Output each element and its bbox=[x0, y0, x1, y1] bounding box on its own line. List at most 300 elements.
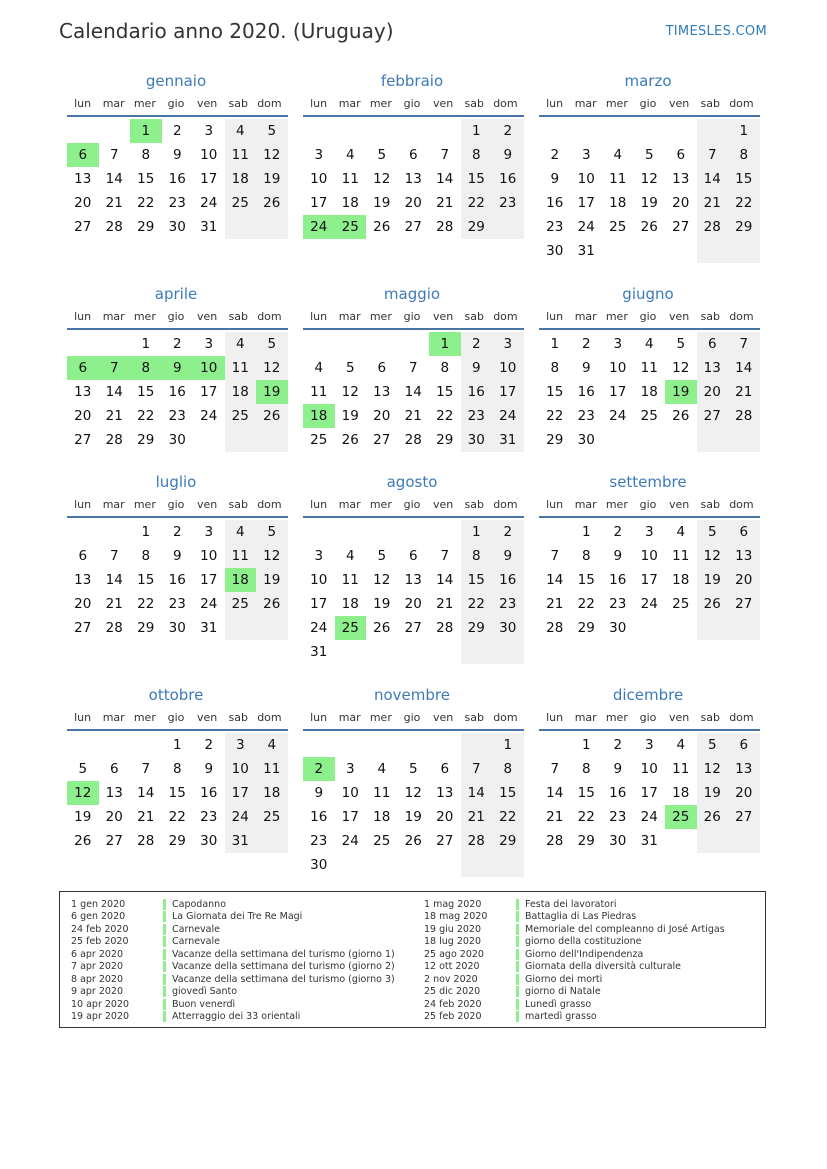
day-cell: 16 bbox=[492, 167, 524, 191]
day-cell: 23 bbox=[310, 833, 328, 849]
day-cell: 16 bbox=[168, 171, 186, 187]
day-cell: 3 bbox=[613, 336, 623, 352]
holiday-marker bbox=[516, 1011, 519, 1022]
day-cell: 10 bbox=[200, 548, 218, 564]
empty-cell bbox=[303, 119, 335, 143]
empty-cell bbox=[665, 239, 697, 263]
day-cell: 31 bbox=[225, 829, 257, 853]
legend-holiday-name: Giorno dell'Indipendenza bbox=[525, 948, 644, 960]
weekday-label: sab bbox=[228, 710, 248, 724]
day-cell: 8 bbox=[492, 757, 524, 781]
day-cell: 12 bbox=[672, 360, 690, 376]
day-cell: 10 bbox=[640, 761, 658, 777]
header-divider bbox=[67, 115, 288, 117]
day-cell: 5 bbox=[408, 761, 418, 777]
weekday-label: lun bbox=[546, 309, 564, 323]
day-cell: 4 bbox=[345, 147, 355, 163]
holiday-day-cell: 18 bbox=[303, 404, 335, 428]
header-divider bbox=[303, 729, 524, 731]
day-cell: 11 bbox=[225, 544, 257, 568]
weekday-label: gio bbox=[167, 96, 185, 110]
empty-cell bbox=[366, 332, 398, 356]
legend-holiday-name: Giorno dei morti bbox=[525, 973, 603, 985]
day-cell: 13 bbox=[404, 572, 422, 588]
legend-row bbox=[71, 986, 395, 999]
weekday-label: mer bbox=[605, 309, 628, 323]
day-cell: 6 bbox=[728, 520, 760, 544]
month-ottobre bbox=[61, 684, 285, 853]
brand-link[interactable]: TIMESLES.COM bbox=[665, 24, 767, 39]
empty-cell bbox=[335, 119, 367, 143]
day-cell: 3 bbox=[204, 336, 214, 352]
legend-column-left bbox=[71, 898, 395, 1023]
day-cell: 2 bbox=[204, 737, 214, 753]
empty-cell bbox=[130, 733, 162, 757]
day-cell: 4 bbox=[256, 733, 288, 757]
legend-column-right bbox=[424, 898, 725, 1023]
weekday-label: gio bbox=[167, 710, 185, 724]
weekday-header bbox=[303, 305, 521, 327]
day-cell: 7 bbox=[141, 761, 151, 777]
legend-date: 18 lug 2020 bbox=[424, 936, 481, 948]
empty-cell bbox=[335, 332, 367, 356]
empty-cell bbox=[461, 853, 493, 877]
day-cell: 12 bbox=[373, 572, 391, 588]
day-cell: 4 bbox=[613, 147, 623, 163]
empty-cell bbox=[398, 119, 430, 143]
month-gennaio bbox=[61, 70, 285, 239]
day-cell: 5 bbox=[697, 733, 729, 757]
month-maggio bbox=[297, 283, 521, 452]
day-cell: 7 bbox=[550, 761, 560, 777]
weekday-label: sab bbox=[464, 710, 484, 724]
day-cell: 13 bbox=[728, 544, 760, 568]
weekday-label: ven bbox=[197, 710, 218, 724]
day-cell: 6 bbox=[109, 761, 119, 777]
weekday-label: sab bbox=[464, 497, 484, 511]
empty-cell bbox=[728, 616, 760, 640]
weekday-label: mer bbox=[133, 497, 156, 511]
day-cell: 14 bbox=[105, 384, 123, 400]
legend-holiday-name: Vacanze della settimana del turismo (giorno 2) bbox=[172, 961, 395, 973]
day-cell: 14 bbox=[105, 572, 123, 588]
day-cell: 5 bbox=[256, 119, 288, 143]
day-cell: 23 bbox=[546, 219, 564, 235]
day-grid bbox=[539, 733, 757, 853]
month-marzo bbox=[533, 70, 757, 263]
empty-cell bbox=[303, 332, 335, 356]
weekday-label: sab bbox=[700, 309, 720, 323]
day-cell: 15 bbox=[137, 572, 155, 588]
day-cell: 5 bbox=[345, 360, 355, 376]
day-cell: 23 bbox=[577, 408, 595, 424]
empty-cell bbox=[398, 332, 430, 356]
weekday-label: gio bbox=[403, 96, 421, 110]
day-cell: 19 bbox=[256, 568, 288, 592]
weekday-label: mer bbox=[369, 497, 392, 511]
day-cell: 15 bbox=[137, 384, 155, 400]
weekday-label: gio bbox=[167, 309, 185, 323]
day-cell: 24 bbox=[577, 219, 595, 235]
weekday-header bbox=[539, 92, 757, 114]
day-cell: 9 bbox=[172, 548, 182, 564]
day-cell: 24 bbox=[640, 596, 658, 612]
empty-cell bbox=[256, 616, 288, 640]
legend-date: 8 apr 2020 bbox=[71, 973, 124, 985]
day-cell: 11 bbox=[640, 360, 658, 376]
weekday-label: sab bbox=[228, 497, 248, 511]
weekday-label: gio bbox=[639, 710, 657, 724]
day-cell: 28 bbox=[436, 219, 454, 235]
weekday-label: mar bbox=[338, 96, 361, 110]
legend-holiday-name: Vacanze della settimana del turismo (giorno 3) bbox=[172, 973, 395, 985]
day-cell: 28 bbox=[105, 620, 123, 636]
day-cell: 16 bbox=[461, 380, 493, 404]
day-cell: 27 bbox=[105, 833, 123, 849]
day-cell: 10 bbox=[640, 548, 658, 564]
weekday-header bbox=[67, 706, 285, 728]
day-cell: 18 bbox=[341, 596, 359, 612]
holiday-day-cell: 9 bbox=[162, 356, 194, 380]
day-cell: 22 bbox=[168, 809, 186, 825]
weekday-label: ven bbox=[197, 309, 218, 323]
day-cell: 19 bbox=[697, 568, 729, 592]
day-cell: 3 bbox=[314, 548, 324, 564]
weekday-label: mer bbox=[605, 497, 628, 511]
month-name: marzo bbox=[624, 72, 672, 90]
weekday-label: dom bbox=[729, 710, 754, 724]
day-cell: 11 bbox=[373, 785, 391, 801]
day-cell: 20 bbox=[728, 781, 760, 805]
day-cell: 18 bbox=[640, 384, 658, 400]
empty-cell bbox=[335, 733, 367, 757]
weekday-label: mar bbox=[574, 309, 597, 323]
holiday-day-cell: 19 bbox=[256, 380, 288, 404]
day-cell: 1 bbox=[172, 737, 182, 753]
holiday-day-cell: 6 bbox=[67, 356, 99, 380]
empty-cell bbox=[429, 520, 461, 544]
day-cell: 8 bbox=[461, 544, 493, 568]
weekday-header bbox=[303, 493, 521, 515]
weekday-label: mar bbox=[102, 309, 125, 323]
day-cell: 30 bbox=[609, 833, 627, 849]
legend-date: 9 apr 2020 bbox=[71, 986, 124, 998]
day-cell: 26 bbox=[256, 191, 288, 215]
day-cell: 20 bbox=[105, 809, 123, 825]
day-cell: 14 bbox=[546, 785, 564, 801]
empty-cell bbox=[539, 119, 571, 143]
day-cell: 9 bbox=[613, 548, 623, 564]
day-cell: 25 bbox=[225, 592, 257, 616]
day-cell: 6 bbox=[408, 548, 418, 564]
header-divider bbox=[303, 115, 524, 117]
day-cell: 24 bbox=[341, 833, 359, 849]
day-cell: 29 bbox=[137, 620, 155, 636]
empty-cell bbox=[429, 853, 461, 877]
day-cell: 11 bbox=[225, 143, 257, 167]
holiday-marker bbox=[516, 999, 519, 1010]
day-cell: 17 bbox=[200, 171, 218, 187]
month-aprile bbox=[61, 283, 285, 452]
day-cell: 28 bbox=[404, 432, 422, 448]
day-cell: 26 bbox=[373, 620, 391, 636]
holiday-legend bbox=[59, 891, 766, 1028]
weekday-label: dom bbox=[729, 309, 754, 323]
holiday-marker bbox=[516, 911, 519, 922]
holiday-day-cell: 1 bbox=[429, 332, 461, 356]
day-cell: 23 bbox=[492, 592, 524, 616]
weekday-label: ven bbox=[669, 96, 690, 110]
weekday-label: lun bbox=[546, 96, 564, 110]
weekday-label: dom bbox=[493, 309, 518, 323]
month-febbraio bbox=[297, 70, 521, 239]
empty-cell bbox=[539, 733, 571, 757]
empty-cell bbox=[99, 119, 131, 143]
month-dicembre bbox=[533, 684, 757, 853]
holiday-marker bbox=[163, 949, 166, 960]
holiday-marker bbox=[163, 936, 166, 947]
day-cell: 1 bbox=[550, 336, 560, 352]
legend-holiday-name: Battaglia di Las Piedras bbox=[525, 911, 637, 923]
legend-date: 1 mag 2020 bbox=[424, 898, 482, 910]
day-cell: 17 bbox=[310, 596, 328, 612]
day-cell: 21 bbox=[404, 408, 422, 424]
month-giugno bbox=[533, 283, 757, 452]
day-cell: 7 bbox=[408, 360, 418, 376]
empty-cell bbox=[665, 119, 697, 143]
empty-cell bbox=[634, 239, 666, 263]
empty-cell bbox=[461, 733, 493, 757]
day-cell: 30 bbox=[546, 243, 564, 259]
day-cell: 23 bbox=[609, 596, 627, 612]
day-cell: 20 bbox=[74, 596, 92, 612]
month-name: luglio bbox=[155, 473, 197, 491]
weekday-label: mar bbox=[102, 96, 125, 110]
day-cell: 11 bbox=[256, 757, 288, 781]
empty-cell bbox=[697, 829, 729, 853]
weekday-label: dom bbox=[493, 710, 518, 724]
legend-date: 19 apr 2020 bbox=[71, 1011, 130, 1023]
day-cell: 6 bbox=[408, 147, 418, 163]
holiday-day-cell: 25 bbox=[335, 215, 367, 239]
day-cell: 1 bbox=[728, 119, 760, 143]
day-cell: 10 bbox=[225, 757, 257, 781]
day-cell: 4 bbox=[225, 119, 257, 143]
day-cell: 26 bbox=[341, 432, 359, 448]
empty-cell bbox=[697, 616, 729, 640]
day-cell: 17 bbox=[225, 781, 257, 805]
holiday-marker bbox=[516, 986, 519, 997]
legend-row bbox=[71, 961, 395, 974]
weekday-label: mer bbox=[605, 96, 628, 110]
day-cell: 16 bbox=[200, 785, 218, 801]
weekday-label: ven bbox=[433, 309, 454, 323]
day-cell: 24 bbox=[492, 404, 524, 428]
day-cell: 18 bbox=[256, 781, 288, 805]
legend-holiday-name: Atterraggio dei 33 orientali bbox=[172, 1011, 301, 1023]
day-cell: 30 bbox=[168, 219, 186, 235]
day-cell: 12 bbox=[697, 757, 729, 781]
legend-holiday-name: Buon venerdì bbox=[172, 998, 236, 1010]
holiday-marker bbox=[163, 961, 166, 972]
day-cell: 30 bbox=[609, 620, 627, 636]
legend-row bbox=[424, 923, 725, 936]
day-cell: 30 bbox=[168, 620, 186, 636]
empty-cell bbox=[99, 520, 131, 544]
holiday-marker bbox=[163, 911, 166, 922]
day-grid bbox=[67, 119, 285, 239]
empty-cell bbox=[225, 215, 257, 239]
day-cell: 23 bbox=[492, 191, 524, 215]
day-cell: 26 bbox=[256, 592, 288, 616]
day-cell: 11 bbox=[225, 356, 257, 380]
weekday-header bbox=[303, 92, 521, 114]
day-cell: 27 bbox=[672, 219, 690, 235]
day-grid bbox=[303, 520, 521, 664]
day-cell: 21 bbox=[546, 596, 564, 612]
day-cell: 28 bbox=[461, 829, 493, 853]
legend-holiday-name: Giornata della diversità culturale bbox=[525, 961, 681, 973]
day-cell: 28 bbox=[137, 833, 155, 849]
empty-cell bbox=[335, 520, 367, 544]
day-cell: 12 bbox=[256, 143, 288, 167]
day-cell: 10 bbox=[310, 572, 328, 588]
holiday-marker bbox=[516, 961, 519, 972]
weekday-label: mar bbox=[338, 309, 361, 323]
day-cell: 28 bbox=[697, 215, 729, 239]
month-name: febbraio bbox=[380, 72, 444, 90]
day-cell: 21 bbox=[697, 191, 729, 215]
weekday-label: lun bbox=[74, 710, 92, 724]
legend-date: 18 mag 2020 bbox=[424, 911, 488, 923]
day-cell: 27 bbox=[74, 432, 92, 448]
day-cell: 13 bbox=[74, 171, 92, 187]
day-cell: 4 bbox=[644, 336, 654, 352]
day-cell: 25 bbox=[373, 833, 391, 849]
day-cell: 27 bbox=[697, 404, 729, 428]
day-cell: 3 bbox=[345, 761, 355, 777]
day-cell: 18 bbox=[672, 572, 690, 588]
day-cell: 21 bbox=[436, 596, 454, 612]
empty-cell bbox=[398, 520, 430, 544]
day-cell: 4 bbox=[345, 548, 355, 564]
day-cell: 3 bbox=[492, 332, 524, 356]
weekday-label: mer bbox=[133, 710, 156, 724]
day-cell: 11 bbox=[609, 171, 627, 187]
day-cell: 20 bbox=[74, 408, 92, 424]
empty-cell bbox=[539, 520, 571, 544]
legend-holiday-name: Carnevale bbox=[172, 923, 220, 935]
day-cell: 30 bbox=[168, 432, 186, 448]
day-cell: 11 bbox=[672, 761, 690, 777]
day-cell: 7 bbox=[109, 147, 119, 163]
legend-date: 6 gen 2020 bbox=[71, 911, 126, 923]
empty-cell bbox=[665, 428, 697, 452]
empty-cell bbox=[256, 215, 288, 239]
day-cell: 17 bbox=[200, 384, 218, 400]
day-cell: 25 bbox=[609, 219, 627, 235]
day-cell: 4 bbox=[225, 332, 257, 356]
weekday-header bbox=[67, 493, 285, 515]
day-cell: 8 bbox=[141, 147, 151, 163]
empty-cell bbox=[492, 215, 524, 239]
legend-date: 24 feb 2020 bbox=[71, 923, 129, 935]
weekday-label: lun bbox=[310, 309, 328, 323]
day-cell: 29 bbox=[137, 219, 155, 235]
day-cell: 12 bbox=[640, 171, 658, 187]
day-cell: 3 bbox=[644, 524, 654, 540]
weekday-label: sab bbox=[464, 96, 484, 110]
holiday-marker bbox=[516, 936, 519, 947]
weekday-label: lun bbox=[310, 497, 328, 511]
holiday-marker bbox=[163, 986, 166, 997]
day-cell: 5 bbox=[377, 548, 387, 564]
day-cell: 18 bbox=[341, 195, 359, 211]
weekday-label: dom bbox=[729, 96, 754, 110]
day-cell: 1 bbox=[141, 336, 151, 352]
empty-cell bbox=[67, 332, 99, 356]
day-cell: 16 bbox=[609, 572, 627, 588]
empty-cell bbox=[366, 853, 398, 877]
day-cell: 28 bbox=[105, 432, 123, 448]
day-cell: 4 bbox=[377, 761, 387, 777]
legend-row bbox=[71, 973, 395, 986]
day-cell: 19 bbox=[640, 195, 658, 211]
day-cell: 18 bbox=[609, 195, 627, 211]
day-cell: 26 bbox=[74, 833, 92, 849]
day-cell: 17 bbox=[341, 809, 359, 825]
weekday-label: mar bbox=[338, 710, 361, 724]
day-cell: 24 bbox=[200, 596, 218, 612]
day-cell: 30 bbox=[310, 857, 328, 873]
legend-holiday-name: Carnevale bbox=[172, 936, 220, 948]
weekday-label: gio bbox=[639, 497, 657, 511]
month-name: aprile bbox=[154, 285, 198, 303]
day-cell: 27 bbox=[436, 833, 454, 849]
weekday-header bbox=[67, 305, 285, 327]
day-cell: 15 bbox=[577, 572, 595, 588]
legend-row bbox=[71, 948, 395, 961]
day-cell: 21 bbox=[461, 805, 493, 829]
legend-row bbox=[424, 936, 725, 949]
holiday-day-cell: 18 bbox=[225, 568, 257, 592]
day-cell: 5 bbox=[78, 761, 88, 777]
day-cell: 29 bbox=[546, 432, 564, 448]
weekday-label: gio bbox=[639, 96, 657, 110]
day-cell: 15 bbox=[728, 167, 760, 191]
header-divider bbox=[67, 328, 288, 330]
day-cell: 2 bbox=[172, 524, 182, 540]
empty-cell bbox=[99, 332, 131, 356]
day-cell: 17 bbox=[640, 572, 658, 588]
holiday-day-cell: 6 bbox=[67, 143, 99, 167]
weekday-header bbox=[303, 706, 521, 728]
legend-row bbox=[424, 973, 725, 986]
day-cell: 25 bbox=[672, 596, 690, 612]
legend-row bbox=[424, 986, 725, 999]
day-cell: 19 bbox=[74, 809, 92, 825]
legend-date: 25 ago 2020 bbox=[424, 948, 484, 960]
day-cell: 31 bbox=[200, 620, 218, 636]
day-cell: 5 bbox=[256, 520, 288, 544]
legend-date: 25 feb 2020 bbox=[71, 936, 129, 948]
holiday-marker bbox=[163, 999, 166, 1010]
weekday-label: dom bbox=[257, 497, 282, 511]
legend-row bbox=[71, 998, 395, 1011]
empty-cell bbox=[99, 733, 131, 757]
day-cell: 30 bbox=[577, 432, 595, 448]
day-cell: 22 bbox=[436, 408, 454, 424]
